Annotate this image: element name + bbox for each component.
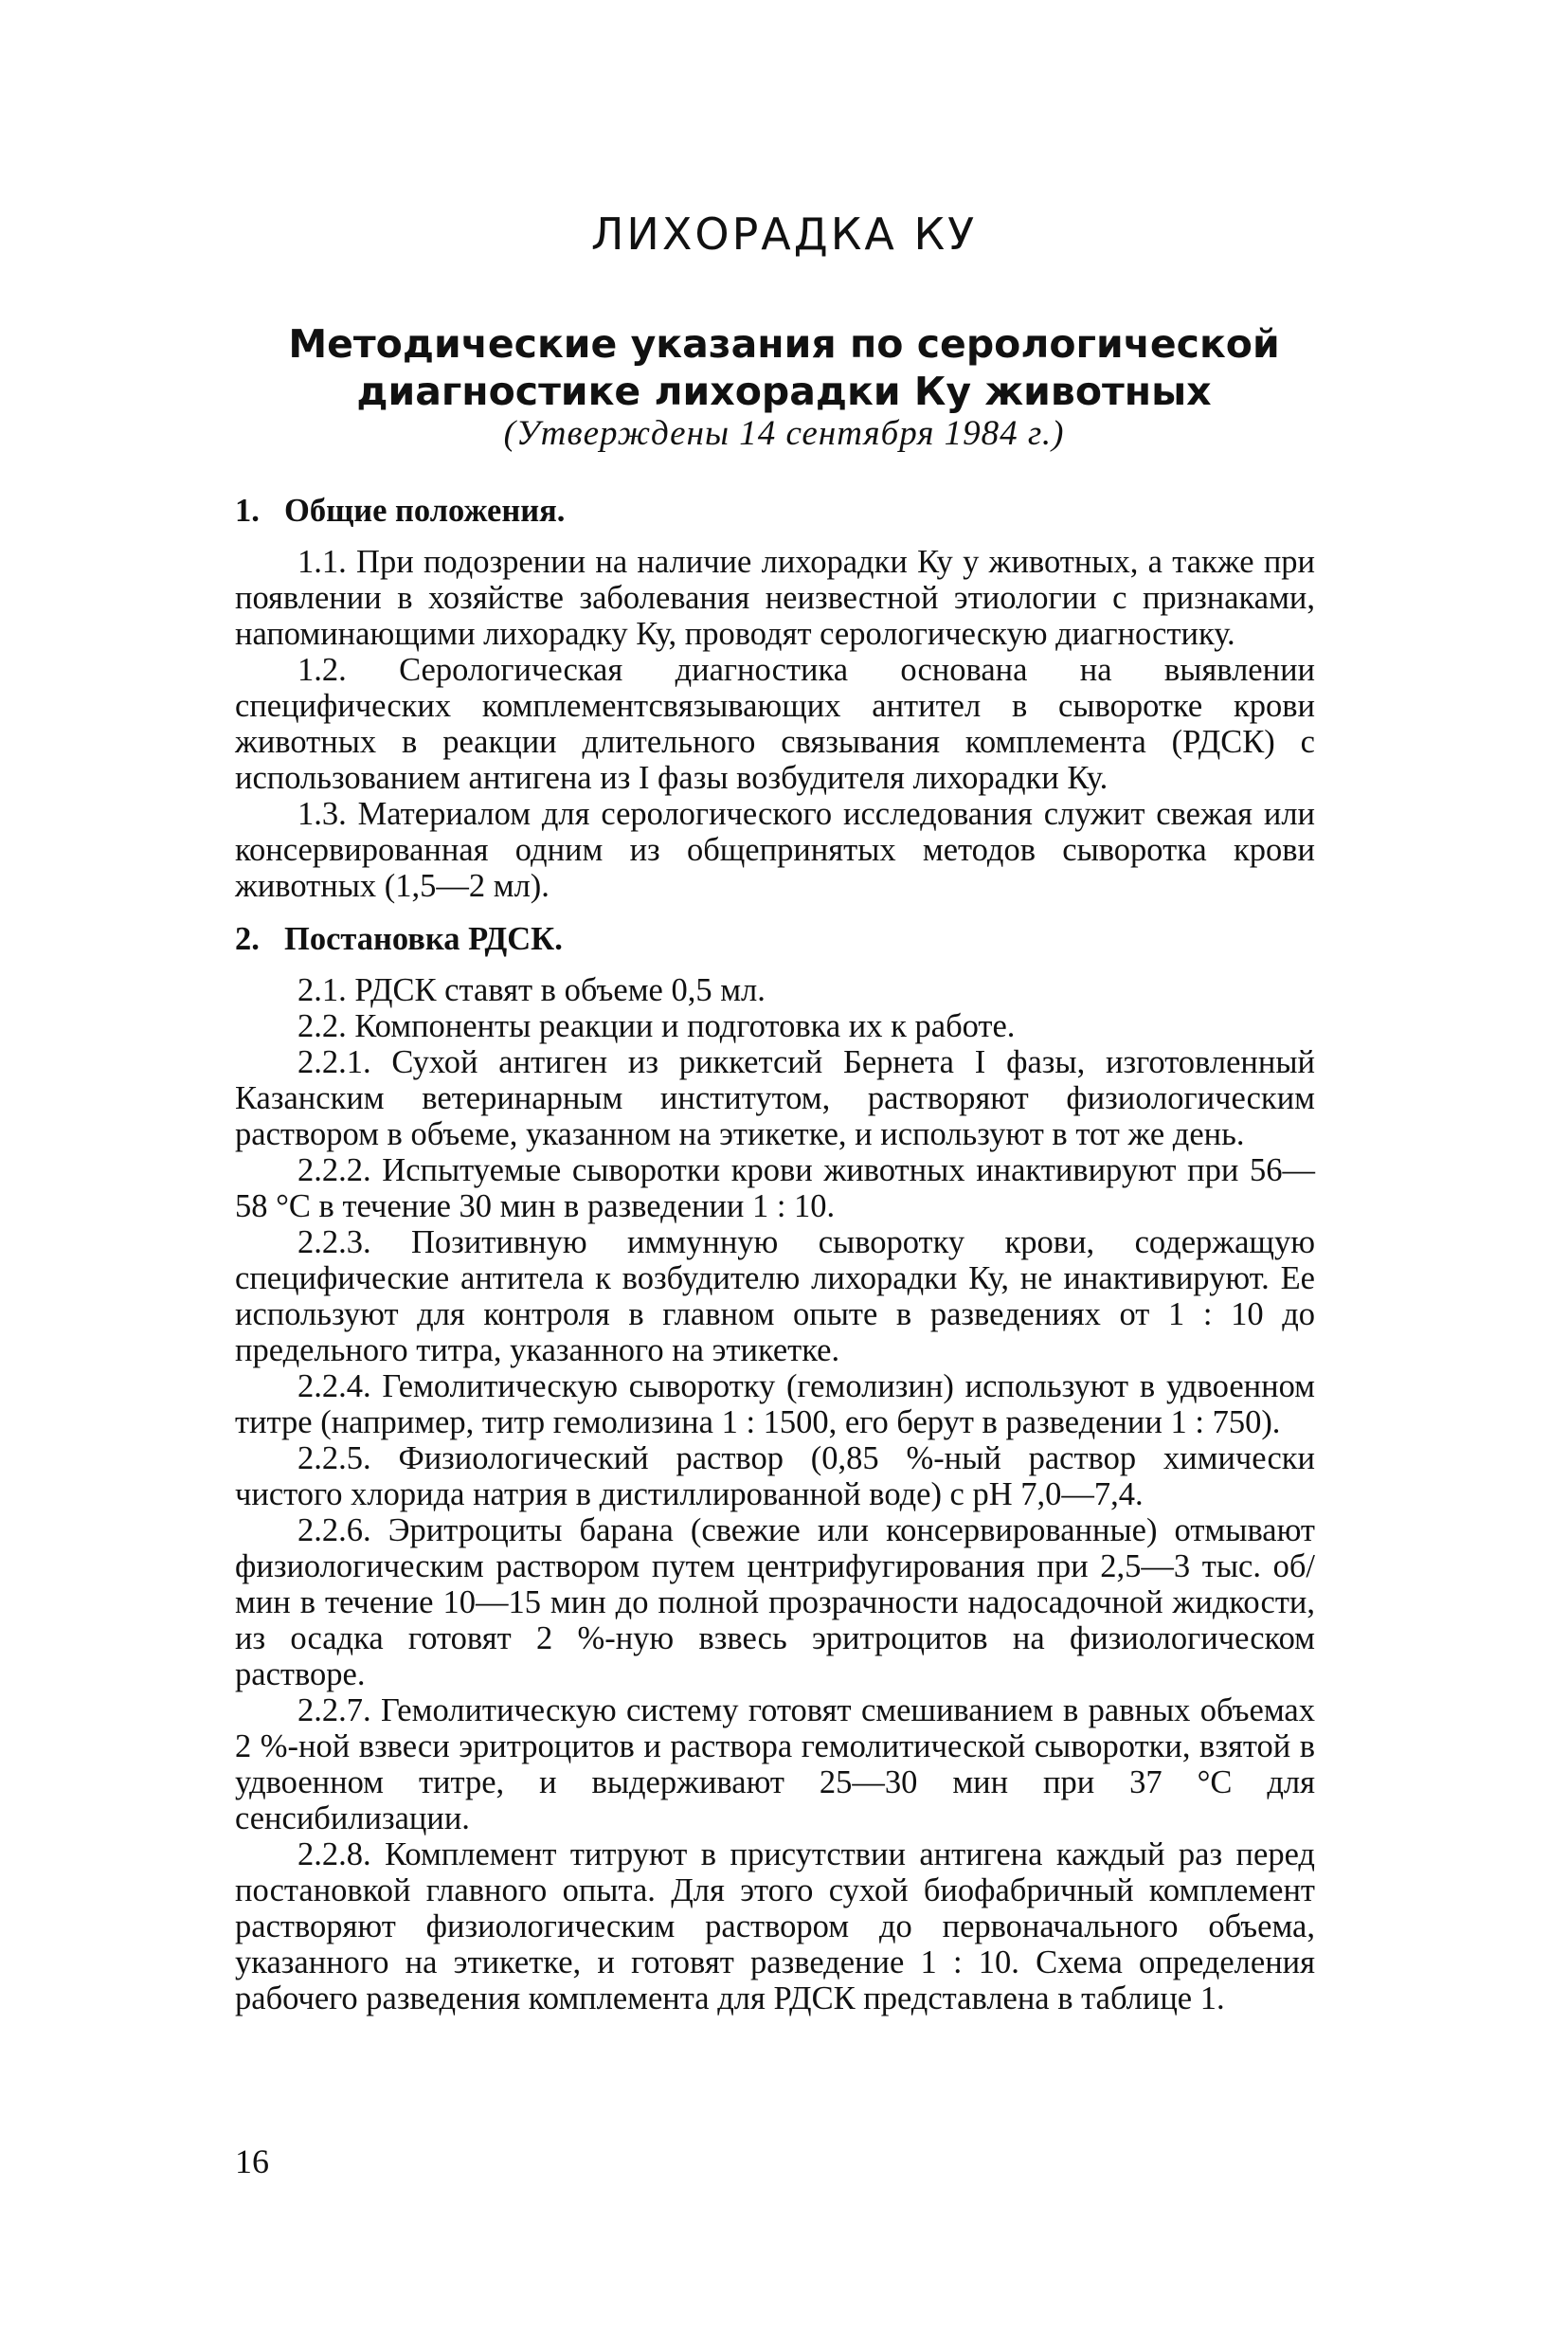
- paragraph-2-2-6: 2.2.6. Эритроциты барана (свежие или консервированные) отмывают физиологическим раствором путем центрифугирования при 2,5—3 тыс. об/мин в течение 10—15 мин до полной прозрачности надосадочной жидкости, из осадка готовят 2 %-ную взвесь эритроцитов на физиологическом растворе.: [235, 1512, 1315, 1692]
- paragraph-2-2-3: 2.2.3. Позитивную иммунную сыворотку крови, содержащую специфические антитела к возбудителю лихорадки Ку, не инактивируют. Ее используют для контроля в главном опыте в разведениях от 1 : 10 до предельного титра, указанного на этикетке.: [235, 1224, 1315, 1368]
- paragraph-2-2-5: 2.2.5. Физиологический раствор (0,85 %-ный раствор химически чистого хлорида натрия в дистиллированной воде) с pH 7,0—7,4.: [235, 1440, 1315, 1512]
- paragraph-2-2-4: 2.2.4. Гемолитическую сыворотку (гемолизин) используют в удвоенном титре (например, титр гемолизина 1 : 1500, его берут в разведении 1 : 750).: [235, 1368, 1315, 1440]
- paragraph-1-2: 1.2. Серологическая диагностика основана на выявлении специфических комплементсвязывающих антител в сыворотке крови животных в реакции длительного связывания комплемента (РДСК) с использованием антигена из I фазы возбудителя лихорадки Ку.: [235, 652, 1315, 796]
- section-heading-2: [235, 921, 1315, 957]
- section-title: Общие положения.: [284, 493, 566, 529]
- paragraph-2-2-8: 2.2.8. Комплемент титруют в присутствии антигена каждый раз перед постановкой главного опыта. Для этого сухой биофабричный комплемент растворяют физиологическим раствором до первоначального объема, указанного на этикетке, и готовят разведение 1 : 10. Схема определения рабочего разведения комплемента для РДСК представлена в таблице 1.: [235, 1836, 1315, 2016]
- paragraph-2-2-2: 2.2.2. Испытуемые сыворотки крови животных инактивируют при 56—58 °C в течение 30 мин в разведении 1 : 10.: [235, 1152, 1315, 1224]
- section-number: 1.: [235, 493, 260, 529]
- paragraph-2-2: 2.2. Компоненты реакции и подготовка их к работе.: [297, 1008, 1016, 1044]
- paragraph-1-3: 1.3. Материалом для серологического исследования служит свежая или консервированная одним из общепринятых методов сыворотка крови животных (1,5—2 мл).: [235, 796, 1315, 904]
- approval-date: (Утверждены 14 сентября 1984 г.): [503, 414, 1065, 453]
- paragraph-2-2-7: 2.2.7. Гемолитическую систему готовят смешиванием в равных объемах 2 %-ной взвеси эритроцитов и раствора гемолитической сыворотки, взятой в удвоенном титре, и выдерживают 25—30 мин при 37 °C для сенсибилизации.: [235, 1692, 1315, 1836]
- subtitle-line-2: диагностике лихорадки Ку животных: [356, 369, 1212, 414]
- section-title: Постановка РДСК.: [284, 921, 563, 957]
- document-title: ЛИХОРАДКА КУ: [590, 208, 978, 260]
- section-heading-1: [235, 493, 1315, 529]
- subtitle-line-1: Методические указания по серологической: [288, 321, 1280, 367]
- paragraph-2-1: 2.1. РДСК ставят в объеме 0,5 мл.: [297, 972, 766, 1008]
- paragraph-2-2-1: 2.2.1. Сухой антиген из риккетсий Бернета I фазы, изготовленный Казанским ветеринарным институтом, растворяют физиологическим раствором в объеме, указанном на этикетке, и используют в тот же день.: [235, 1044, 1315, 1152]
- section-number: 2.: [235, 921, 260, 957]
- paragraph-1-1: 1.1. При подозрении на наличие лихорадки Ку у животных, а также при появлении в хозяйстве заболевания неизвестной этиологии с признаками, напоминающими лихорадку Ку, проводят серологическую диагностику.: [235, 544, 1315, 652]
- page-number: 16: [235, 2142, 269, 2180]
- document-body: [235, 493, 1315, 2016]
- document-subtitle: [0, 320, 1568, 415]
